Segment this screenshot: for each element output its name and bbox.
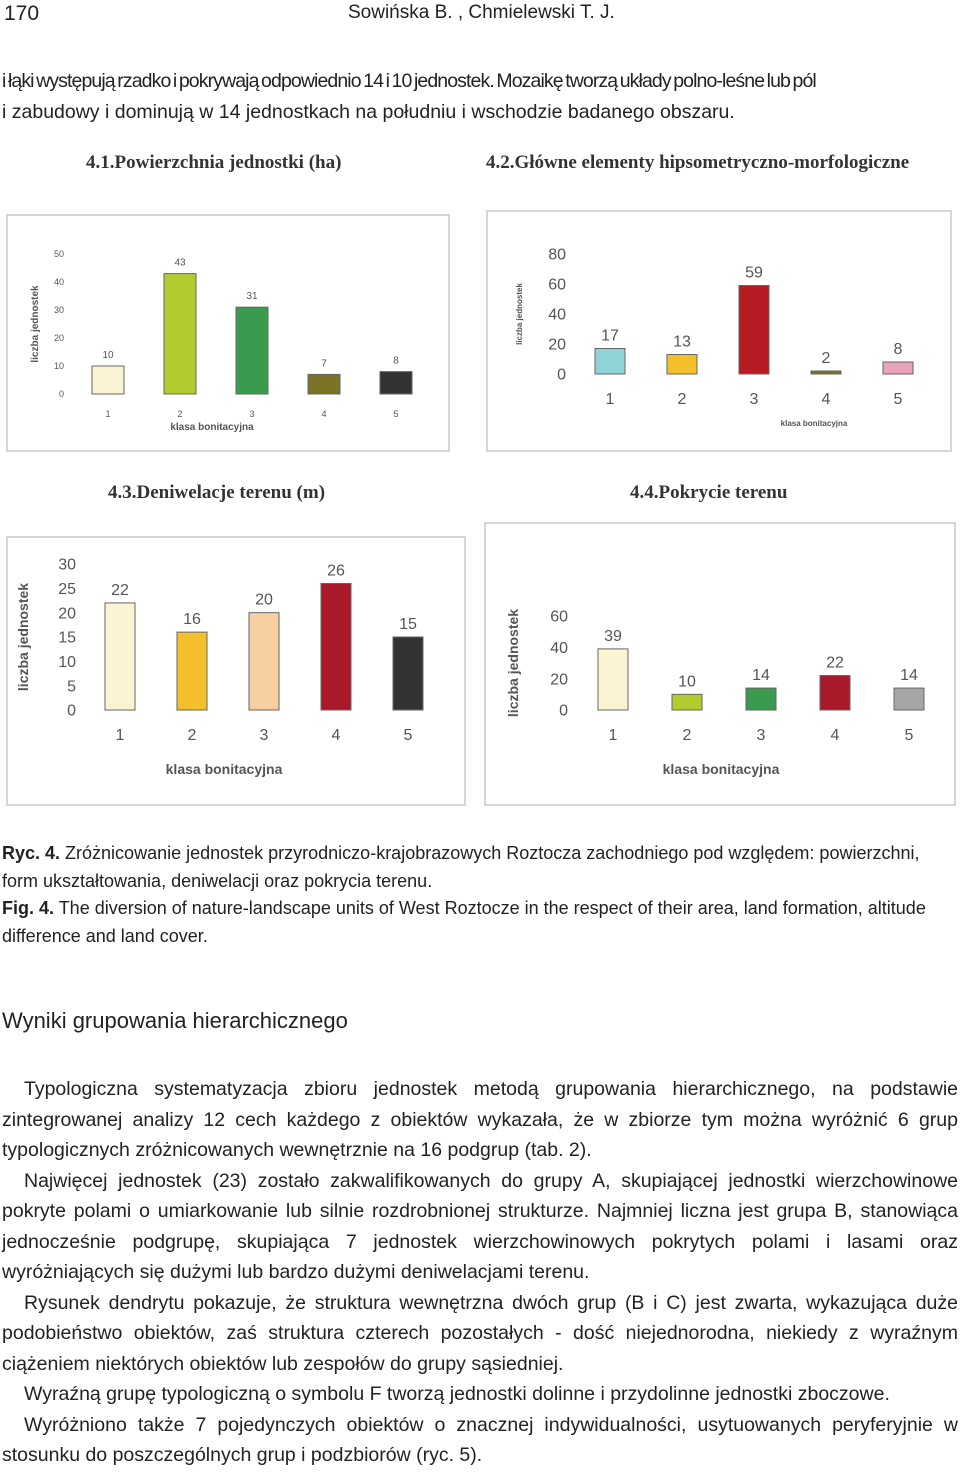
x-tick-label: 5 (393, 409, 399, 419)
y-tick-label: 60 (550, 608, 568, 626)
bar-4 (321, 583, 351, 710)
y-tick-label: 20 (548, 336, 566, 354)
x-tick-label: 2 (177, 409, 183, 419)
panel-title-4-1: 4.1.Powierzchnia jednostki (ha) (86, 152, 342, 173)
chart-box-4-1 (6, 214, 450, 452)
bar-2 (667, 355, 697, 375)
chart-4-4 (486, 524, 954, 804)
bar-value-label: 59 (745, 264, 763, 282)
bar-value-label: 26 (327, 562, 345, 580)
bar-5 (393, 637, 423, 710)
y-tick-label: 50 (53, 249, 64, 260)
y-tick-label: 25 (58, 580, 76, 598)
panel-title-4-4: 4.4.Pokrycie terenu (630, 482, 788, 503)
caption-fig-line1: The diversion of nature-landscape units of West Roztocze in the respect of their area, land formation, altitude (54, 898, 926, 918)
y-axis-label: liczba jednostek (505, 608, 521, 718)
bar-3 (739, 286, 769, 375)
bar-value-label: 8 (893, 341, 903, 358)
bar-value-label: 7 (321, 358, 327, 370)
chart-4-1 (8, 216, 448, 450)
caption-ryc-label: Ryc. 4. (2, 843, 61, 863)
section-heading: Wyniki grupowania hierarchicznego (2, 1008, 348, 1033)
bar-value-label: 14 (900, 667, 918, 685)
panel-title-4-3: 4.3.Deniwelacje terenu (m) (108, 482, 326, 503)
x-tick-label: 4 (321, 409, 327, 419)
x-tick-label: 1 (605, 391, 615, 408)
intro-paragraph (2, 66, 957, 128)
y-tick-label: 0 (557, 366, 566, 384)
body-paragraph-5: Wyróżniono także 7 pojedynczych obiektów o znacznej indywidualności, usytuowanych peryferyjnie w stosunku do poszczególnych grup i podzbiorów (ryc. 5). (2, 1413, 958, 1466)
x-tick-label: 3 (756, 727, 766, 744)
bar-value-label: 22 (111, 581, 129, 599)
chart-4-3 (8, 538, 464, 804)
bar-value-label: 31 (246, 291, 258, 303)
y-tick-label: 20 (550, 671, 568, 689)
bar-value-label: 8 (393, 355, 399, 367)
bar-2 (672, 694, 702, 710)
y-tick-label: 40 (53, 277, 64, 288)
bar-value-label: 10 (678, 673, 696, 691)
figure-caption (2, 840, 960, 950)
y-axis-label: liczba jednostek (15, 582, 31, 692)
bar-1 (595, 349, 625, 375)
bar-value-label: 14 (752, 667, 770, 685)
bar-5 (883, 362, 913, 374)
x-axis-label: klasa bonitacyjna (780, 419, 848, 428)
running-header-authors: Sowińska B. , Chmielewski T. J. (348, 2, 615, 23)
y-tick-label: 60 (548, 276, 566, 294)
bar-1 (598, 649, 628, 710)
x-tick-label: 1 (105, 409, 111, 419)
bar-1 (92, 366, 124, 394)
y-tick-label: 0 (559, 702, 568, 720)
y-tick-label: 30 (53, 305, 64, 316)
panel-title-4-2: 4.2.Główne elementy hipsometryczno-morfologiczne (486, 152, 910, 173)
x-axis-label: klasa bonitacyjna (165, 761, 283, 777)
caption-polish-cont: form ukształtowania, deniwelacji oraz pokrycia terenu. (2, 870, 433, 891)
x-tick-label: 4 (830, 727, 840, 744)
bar-value-label: 43 (174, 257, 186, 269)
x-tick-label: 5 (893, 391, 903, 408)
intro-line-2: i zabudowy i dominują w 14 jednostkach na południu i wschodzie badanego obszaru. (2, 101, 735, 123)
bar-3 (746, 688, 776, 710)
chart-4-2 (488, 212, 950, 450)
x-tick-label: 2 (677, 391, 687, 408)
y-tick-label: 20 (58, 605, 76, 623)
bar-3 (236, 307, 268, 394)
x-tick-label: 2 (682, 727, 692, 744)
x-tick-label: 3 (749, 391, 759, 408)
x-tick-label: 4 (331, 727, 341, 744)
bar-value-label: 39 (604, 627, 622, 645)
x-tick-label: 1 (115, 727, 125, 744)
bar-4 (820, 676, 850, 710)
bar-value-label: 17 (601, 327, 619, 345)
x-tick-label: 5 (403, 727, 413, 744)
bar-value-label: 16 (183, 611, 201, 629)
bar-value-label: 13 (673, 333, 691, 351)
body-paragraph-1: Typologiczna systematyzacja zbioru jednostek metodą grupowania hierarchicznego, na podstawie zintegrowanej analizy 12 cech każdego z obiektów wykazała, że w zbiorze tym można wyróżnić 6 grup typologicznych zróżnicowanych wewnętrznie na 16 podgrup (tab. 2). (2, 1078, 958, 1161)
y-tick-label: 0 (67, 702, 76, 720)
body-paragraph-3: Rysunek dendrytu pokazuje, że struktura wewnętrzna dwóch grup (B i C) jest zwarta, wykazująca duże podobieństwo obiektów, zaś struktura czterech pozostałych - dość niejednorodna, niekiedy z wyraźnym ciążeniem niektórych obiektów lub zespołów do grupy sąsiedniej. (2, 1291, 958, 1375)
y-tick-label: 80 (548, 246, 566, 264)
chart-box-4-4 (484, 522, 956, 806)
y-tick-label: 30 (58, 556, 76, 574)
y-tick-label: 0 (58, 389, 64, 400)
x-tick-label: 3 (259, 727, 269, 744)
y-tick-label: 15 (58, 629, 76, 647)
bar-value-label: 10 (102, 350, 114, 361)
bar-2 (177, 632, 207, 710)
page-number: 170 (4, 2, 40, 25)
x-tick-label: 3 (249, 409, 255, 419)
bar-3 (249, 613, 279, 710)
x-axis-label: klasa bonitacyjna (662, 761, 780, 777)
caption-english (2, 895, 960, 923)
y-tick-label: 10 (53, 361, 64, 372)
caption-polish (2, 840, 960, 868)
bar-4 (811, 371, 841, 374)
bar-4 (308, 374, 340, 394)
y-tick-label: 40 (550, 639, 568, 657)
x-tick-label: 5 (904, 727, 914, 744)
y-tick-label: 20 (53, 333, 64, 344)
bar-value-label: 2 (821, 350, 831, 367)
bar-2 (164, 274, 196, 394)
bar-5 (380, 372, 412, 394)
chart-box-4-3 (6, 536, 466, 806)
x-tick-label: 2 (187, 727, 197, 744)
x-tick-label: 1 (608, 727, 618, 744)
y-tick-label: 10 (58, 653, 76, 671)
bar-value-label: 20 (255, 591, 273, 609)
chart-box-4-2 (486, 210, 952, 452)
y-axis-label: liczba jednostek (515, 283, 524, 345)
section-body (2, 1074, 958, 1471)
y-tick-label: 5 (67, 678, 76, 696)
bar-value-label: 22 (826, 654, 844, 672)
y-axis-label: liczba jednostek (30, 285, 41, 363)
caption-ryc-line1: Zróżnicowanie jednostek przyrodniczo-krajobrazowych Roztocza zachodniego pod względem: powierzchni, (60, 843, 920, 863)
bar-value-label: 15 (399, 616, 417, 633)
caption-english-cont: difference and land cover. (2, 925, 208, 946)
x-tick-label: 4 (821, 391, 831, 408)
body-paragraph-2: Najwięcej jednostek (23) zostało zakwalifikowanych do grupy A, skupiającej jednostki wierzchowinowe pokryte polami o umiarkowanie lub silnie rozdrobnionej strukturze. Najmniej liczna jest grupa B, stanowiąca jednocześnie podgrupę, skupiająca 7 jednostek wierzchowinowych pokrytych polami i lasami oraz wyróżniających się dużymi lub bardzo dużymi deniwelacjami terenu. (2, 1169, 958, 1283)
bar-1 (105, 603, 135, 710)
caption-fig-label: Fig. 4. (2, 898, 55, 918)
intro-line-1: i łąki występują rzadko i pokrywają odpowiednio 14 i 10 jednostek. Mozaikę tworzą układy polno-leśne lub pól (2, 70, 816, 92)
y-tick-label: 40 (548, 306, 566, 324)
bar-5 (894, 688, 924, 710)
body-paragraph-4: Wyraźną grupę typologiczną o symbolu F tworzą jednostki dolinne i przydolinne jednostki zboczowe. (24, 1383, 890, 1405)
x-axis-label: klasa bonitacyjna (170, 422, 254, 433)
